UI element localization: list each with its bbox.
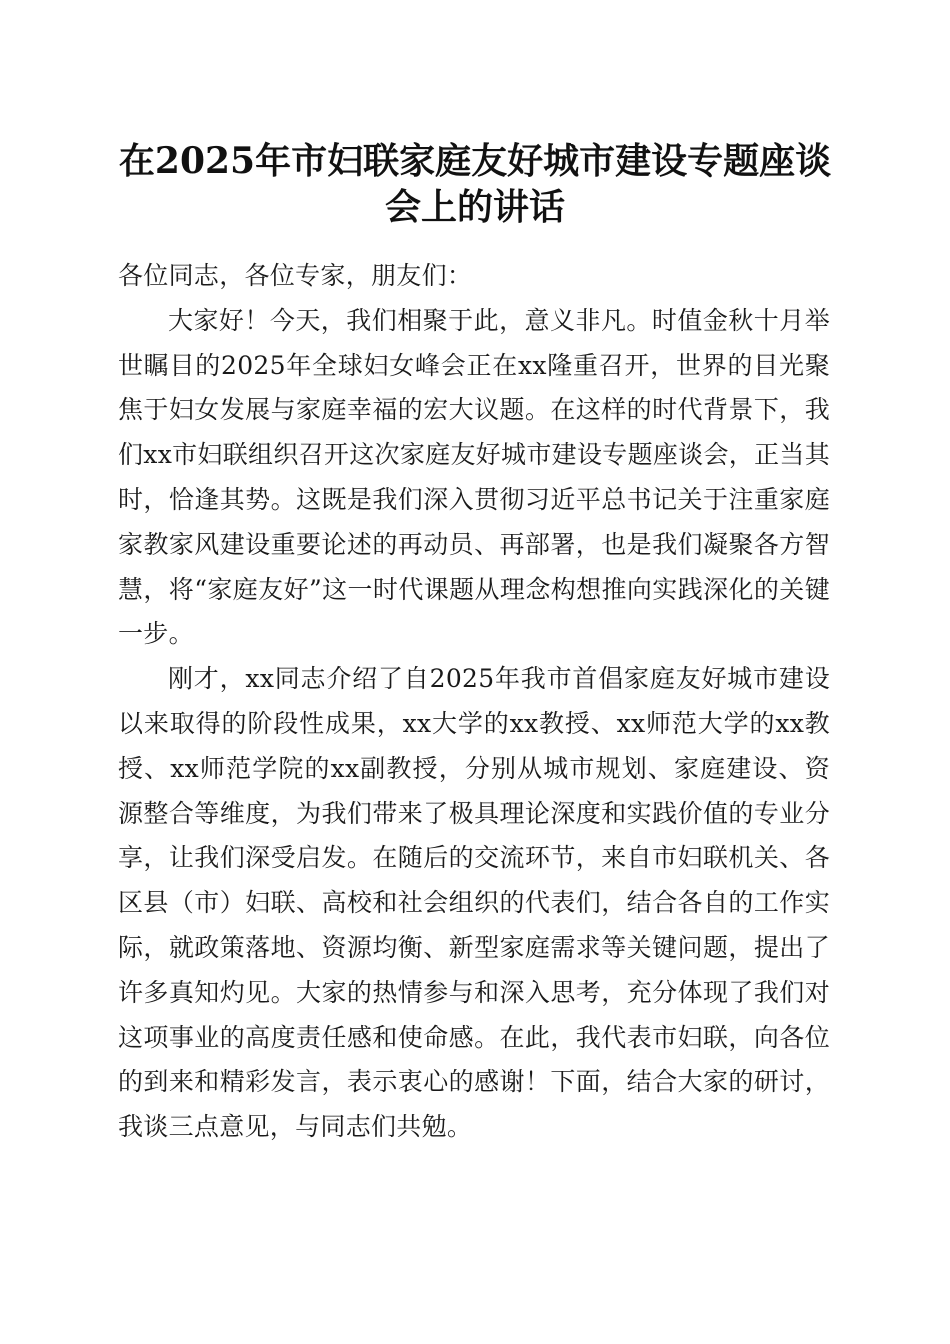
page-title (100, 138, 850, 230)
document-body (118, 254, 830, 1150)
title-line-1: 在2025年市妇联家庭友好城市建设专题座谈 (118, 140, 832, 182)
title-line-2: 会上的讲话 (384, 186, 565, 228)
salutation: 各位同志，各位专家，朋友们： (118, 261, 473, 290)
paragraph-2: 刚才，xx同志介绍了自2025年我市首倡家庭友好城市建设以来取得的阶段性成果，xx大学的xx教授、xx师范大学的xx教授、xx师范学院的xx副教授，分别从城市规划、家庭建设、资源整合等维度，为我们带来了极具理论深度和实践价值的专业分享，让我们深受启发。在随后的交流环节，来自市妇联机关、各区县（市）妇联、高校和社会组织的代表们，结合各自的工作实际，就政策落地、资源均衡、新型家庭需求等关键问题，提出了许多真知灼见。大家的热情参与和深入思考，充分体现了我们对这项事业的高度责任感和使命感。在此，我代表市妇联，向各位的到来和精彩发言，表示衷心的感谢！下面，结合大家的研讨，我谈三点意见，与同志们共勉。 (118, 664, 830, 1142)
paragraph-1: 大家好！今天，我们相聚于此，意义非凡。时值金秋十月举世瞩目的2025年全球妇女峰会正在xx隆重召开，世界的目光聚焦于妇女发展与家庭幸福的宏大议题。在这样的时代背景下，我们xx市妇联组织召开这次家庭友好城市建设专题座谈会，正当其时，恰逢其势。这既是我们深入贯彻习近平总书记关于注重家庭家教家风建设重要论述的再动员、再部署，也是我们凝聚各方智慧，将“家庭友好”这一时代课题从理念构想推向实践深化的关键一步。 (118, 305, 830, 649)
